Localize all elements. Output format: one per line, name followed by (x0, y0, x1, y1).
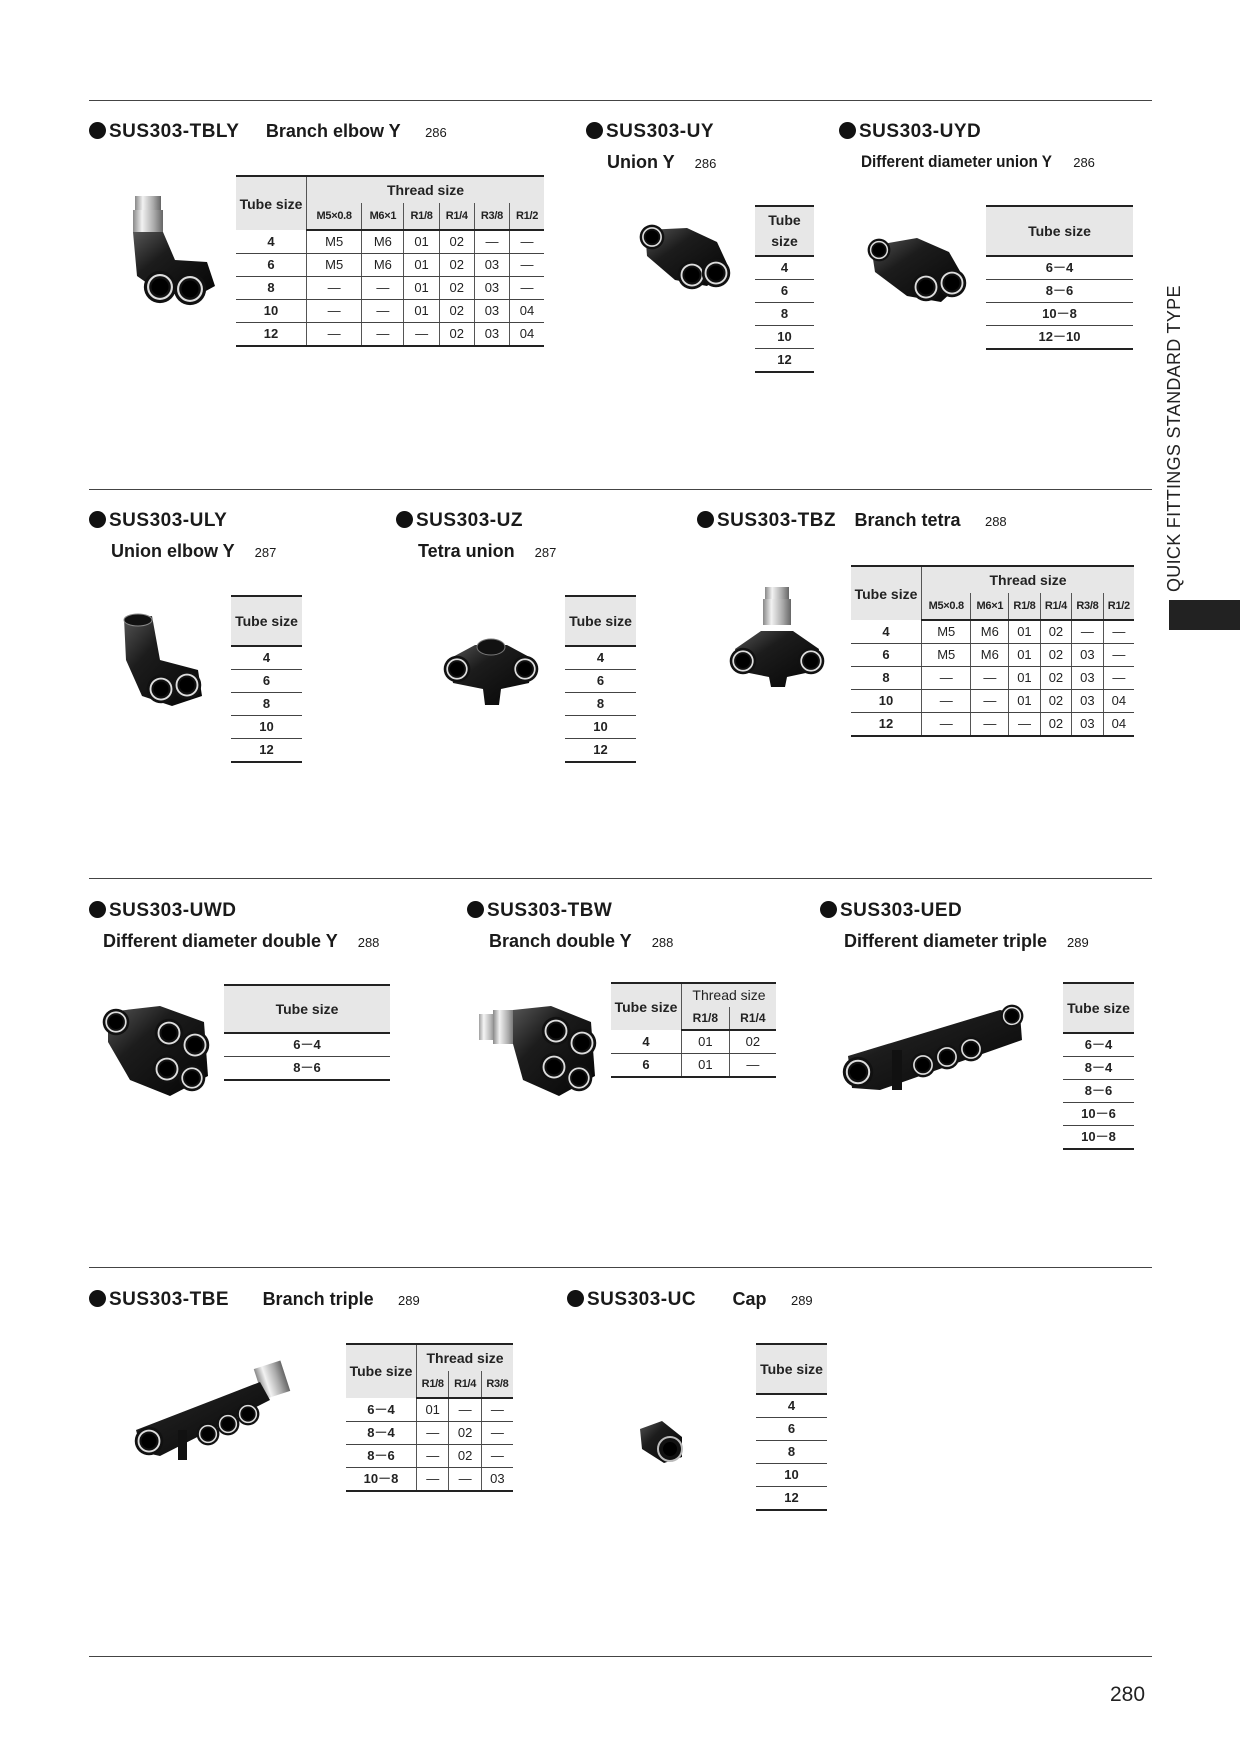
table-row (851, 620, 1134, 644)
thread-cell: 03 (1072, 644, 1103, 667)
table-body (565, 646, 636, 762)
table-row (236, 323, 544, 347)
tube-size-header: Tube size (236, 176, 307, 230)
tube-size-cell: 12 (851, 713, 922, 737)
spec-table-uz (565, 595, 636, 763)
page-ref: 288 (651, 935, 674, 950)
thread-cell: — (362, 323, 404, 347)
page-ref: 286 (1073, 155, 1095, 170)
table-row (755, 303, 814, 326)
thread-cell: 02 (439, 277, 474, 300)
page-ref: 288 (357, 935, 380, 950)
union-elbow-y-image (118, 610, 208, 710)
spec-table-tbly (236, 175, 544, 347)
tube-size-header: Tube size (224, 985, 390, 1033)
product-code: SUS303-UC (567, 1289, 696, 1311)
page-ref: 286 (425, 125, 447, 140)
tube-size-cell: 8－4 (1063, 1057, 1134, 1080)
tube-size-cell: 12 (756, 1487, 827, 1511)
table-row (224, 1057, 390, 1081)
tube-size-cell: 8 (756, 1441, 827, 1464)
tube-size-header: Tube size (986, 206, 1133, 256)
product-tbly (89, 121, 447, 143)
table-body (986, 256, 1133, 349)
table-row (231, 739, 302, 763)
col-header: R3/8 (481, 1371, 513, 1398)
thread-cell: — (510, 254, 544, 277)
thread-cell: 02 (1040, 667, 1071, 690)
different-diameter-double-y-image (100, 1000, 215, 1100)
product-code: SUS303-TBZ (697, 510, 836, 532)
tube-size-cell: 6－4 (1063, 1033, 1134, 1057)
tube-size-header: Tube size (756, 1344, 827, 1394)
product-code: SUS303-ULY (89, 510, 227, 532)
thread-cell: — (510, 230, 544, 254)
tube-size-cell: 6 (565, 670, 636, 693)
table-row (565, 739, 636, 763)
tube-size-cell: 8 (236, 277, 307, 300)
table-row (346, 1398, 513, 1422)
table-row (224, 1033, 390, 1057)
thread-cell: — (307, 277, 362, 300)
page-ref: 289 (790, 1293, 813, 1308)
page-ref: 287 (254, 545, 277, 560)
table-row (236, 300, 544, 323)
thread-cell: 01 (404, 230, 439, 254)
col-header: R1/4 (449, 1371, 481, 1398)
branch-double-y-image (477, 1000, 602, 1100)
branch-elbow-y-image (115, 190, 225, 320)
product-ued (820, 900, 1089, 952)
thread-cell: — (971, 713, 1009, 737)
tube-size-cell: 10 (851, 690, 922, 713)
tube-size-cell: 6－4 (224, 1033, 390, 1057)
divider-row2 (89, 489, 1152, 490)
thread-cell: 03 (474, 277, 509, 300)
product-code: SUS303-UED (820, 900, 962, 922)
tube-size-cell: 6 (851, 644, 922, 667)
page-number: 280 (1110, 1683, 1146, 1706)
thread-cell: 02 (449, 1445, 481, 1468)
col-header: M5×0.8 (922, 593, 971, 620)
spec-table-tbw (611, 982, 776, 1078)
thread-cell: 01 (1009, 667, 1040, 690)
thread-cell: — (362, 277, 404, 300)
table-row (346, 1468, 513, 1492)
tube-size-cell: 6 (611, 1054, 682, 1078)
thread-cell: 01 (417, 1398, 449, 1422)
tube-size-cell: 12－10 (986, 326, 1133, 350)
tube-size-header: Tube size (1063, 983, 1134, 1033)
product-name: Union Y (607, 152, 675, 172)
tube-size-cell: 10 (231, 716, 302, 739)
different-diameter-union-y-image (865, 230, 975, 310)
thread-cell: — (1009, 713, 1040, 737)
table-row (986, 256, 1133, 280)
table-body (231, 646, 302, 762)
thread-cell: — (307, 300, 362, 323)
col-header: M6×1 (971, 593, 1009, 620)
thread-cell: M5 (307, 254, 362, 277)
table-row (851, 667, 1134, 690)
thread-cell: — (449, 1468, 481, 1492)
spec-table-uly (231, 595, 302, 763)
table-row (565, 693, 636, 716)
divider-top (89, 100, 1152, 101)
table-body (346, 1398, 513, 1491)
product-name: Tetra union (418, 541, 515, 561)
thread-cell: M5 (922, 620, 971, 644)
page-ref: 289 (1067, 935, 1089, 950)
product-uy (586, 121, 716, 173)
thread-cell: — (362, 300, 404, 323)
thread-cell: 02 (439, 230, 474, 254)
tube-size-cell: 4 (851, 620, 922, 644)
product-tbe (89, 1289, 420, 1311)
table-row (236, 277, 544, 300)
tube-size-cell: 8－6 (346, 1445, 417, 1468)
product-code: SUS303-UZ (396, 510, 523, 532)
tube-size-cell: 8－4 (346, 1422, 417, 1445)
table-row (755, 349, 814, 373)
thread-cell: 01 (682, 1054, 730, 1078)
tube-size-cell: 10－8 (346, 1468, 417, 1492)
tube-size-cell: 8－6 (986, 280, 1133, 303)
table-row (756, 1418, 827, 1441)
thread-size-header: Thread size (417, 1344, 514, 1371)
product-tbw (467, 900, 673, 952)
tube-size-header: Tube size (851, 566, 922, 620)
tube-size-cell: 4 (231, 646, 302, 670)
table-row (346, 1445, 513, 1468)
thread-cell: 01 (682, 1030, 730, 1054)
thread-cell: — (1103, 644, 1134, 667)
thread-cell: — (481, 1398, 513, 1422)
tube-size-cell: 6 (755, 280, 814, 303)
tube-size-cell: 8 (565, 693, 636, 716)
thread-cell: 02 (1040, 690, 1071, 713)
tube-size-cell: 6 (231, 670, 302, 693)
tube-size-header: Tube size (755, 206, 814, 256)
col-header: M5×0.8 (307, 203, 362, 230)
tube-size-header: Tube size (611, 983, 682, 1030)
product-name: Different diameter triple (844, 931, 1048, 951)
product-uc (567, 1289, 813, 1311)
product-uly (89, 510, 276, 562)
thread-cell: 02 (439, 254, 474, 277)
tube-size-cell: 12 (231, 739, 302, 763)
product-tbz (697, 510, 1007, 532)
table-row (611, 1054, 776, 1078)
thread-cell: 03 (1072, 667, 1103, 690)
thread-cell: 01 (1009, 690, 1040, 713)
tube-size-cell: 8－6 (1063, 1080, 1134, 1103)
tube-size-cell: 10－8 (986, 303, 1133, 326)
tube-size-cell: 8 (231, 693, 302, 716)
table-body (756, 1394, 827, 1510)
tube-size-cell: 8－6 (224, 1057, 390, 1081)
thread-cell: — (404, 323, 439, 347)
tube-size-cell: 10 (756, 1464, 827, 1487)
table-body (755, 256, 814, 372)
table-body (224, 1033, 390, 1080)
table-row (851, 644, 1134, 667)
thread-cell: 01 (404, 254, 439, 277)
table-row (565, 646, 636, 670)
table-row (346, 1422, 513, 1445)
thread-cell: 03 (481, 1468, 513, 1492)
tube-size-cell: 10 (755, 326, 814, 349)
thread-cell: — (307, 323, 362, 347)
tube-size-cell: 10 (565, 716, 636, 739)
table-row (565, 670, 636, 693)
tube-size-cell: 4 (756, 1394, 827, 1418)
product-name: Different diameter union Y (861, 152, 1052, 171)
tube-size-cell: 6－4 (986, 256, 1133, 280)
thread-cell: — (922, 690, 971, 713)
tube-size-cell: 10－6 (1063, 1103, 1134, 1126)
col-header: R1/2 (510, 203, 544, 230)
product-code: SUS303-UYD (839, 121, 981, 143)
thread-cell: — (510, 277, 544, 300)
product-uyd (839, 121, 1095, 172)
col-header: M6×1 (362, 203, 404, 230)
thread-cell: 01 (1009, 620, 1040, 644)
tube-size-cell: 8 (851, 667, 922, 690)
thread-cell: 01 (404, 277, 439, 300)
branch-triple-image (130, 1360, 300, 1465)
col-header: R1/2 (1103, 593, 1134, 620)
col-header: R1/4 (1040, 593, 1071, 620)
table-row (565, 716, 636, 739)
table-row (1063, 1057, 1134, 1080)
thread-cell: 03 (474, 300, 509, 323)
thread-cell: 02 (439, 323, 474, 347)
table-row (1063, 1033, 1134, 1057)
table-row (756, 1441, 827, 1464)
thread-cell: — (474, 230, 509, 254)
branch-tetra-image (727, 585, 827, 690)
thread-cell: 04 (510, 300, 544, 323)
page-ref: 289 (398, 1293, 420, 1308)
product-code: SUS303-UWD (89, 900, 236, 922)
divider-row3 (89, 878, 1152, 879)
thread-cell: M6 (971, 644, 1009, 667)
table-row (1063, 1080, 1134, 1103)
divider-bottom (89, 1656, 1152, 1657)
col-header: R1/8 (1009, 593, 1040, 620)
thread-cell: — (481, 1445, 513, 1468)
table-row (1063, 1126, 1134, 1150)
product-code: SUS303-TBLY (89, 121, 239, 143)
product-name: Branch tetra (854, 510, 961, 530)
section-tab-marker (1169, 600, 1240, 630)
thread-cell: 01 (1009, 644, 1040, 667)
thread-cell: M6 (362, 254, 404, 277)
thread-cell: 01 (404, 300, 439, 323)
table-body (1063, 1033, 1134, 1149)
side-label-text: QUICK FITTINGS STANDARD TYPE (1164, 285, 1184, 592)
table-row (986, 303, 1133, 326)
thread-cell: — (417, 1422, 449, 1445)
product-code: SUS303-TBW (467, 900, 612, 922)
spec-table-uwd (224, 984, 390, 1081)
tube-size-cell: 12 (236, 323, 307, 347)
tube-size-cell: 12 (565, 739, 636, 763)
tube-size-cell: 6 (236, 254, 307, 277)
col-header: R3/8 (1072, 593, 1103, 620)
table-row (755, 280, 814, 303)
table-row (756, 1394, 827, 1418)
tetra-union-image (441, 615, 541, 710)
product-name: Branch triple (262, 1289, 374, 1309)
spec-table-tbe (346, 1343, 513, 1492)
thread-cell: 02 (439, 300, 474, 323)
tube-size-cell: 12 (755, 349, 814, 373)
spec-table-tbz (851, 565, 1134, 737)
tube-size-cell: 6 (756, 1418, 827, 1441)
tube-size-cell: 4 (565, 646, 636, 670)
table-row (851, 690, 1134, 713)
cap-image (636, 1417, 691, 1467)
thread-cell: M5 (307, 230, 362, 254)
tube-size-cell: 4 (611, 1030, 682, 1054)
table-row (851, 713, 1134, 737)
product-name: Different diameter double Y (103, 931, 338, 951)
thread-cell: — (417, 1445, 449, 1468)
product-name: Branch double Y (489, 931, 632, 951)
thread-cell: 04 (1103, 713, 1134, 737)
table-row (231, 693, 302, 716)
thread-cell: 02 (449, 1422, 481, 1445)
thread-cell: — (729, 1054, 776, 1078)
col-header: R1/4 (729, 1007, 776, 1031)
page-ref: 287 (534, 545, 557, 560)
spec-table-ued (1063, 982, 1134, 1150)
product-code: SUS303-TBE (89, 1289, 229, 1311)
col-header: R1/8 (682, 1007, 730, 1031)
tube-size-cell: 4 (236, 230, 307, 254)
table-row (231, 646, 302, 670)
thread-cell: — (481, 1422, 513, 1445)
thread-cell: — (971, 667, 1009, 690)
thread-cell: 02 (729, 1030, 776, 1054)
spec-table-uyd (986, 205, 1133, 350)
thread-cell: — (1103, 620, 1134, 644)
thread-cell: M6 (362, 230, 404, 254)
table-row (986, 326, 1133, 350)
thread-cell: 03 (474, 254, 509, 277)
thread-cell: 02 (1040, 644, 1071, 667)
thread-cell: — (1072, 620, 1103, 644)
col-header: R1/4 (439, 203, 474, 230)
different-diameter-triple-image (840, 1000, 1025, 1100)
thread-cell: — (922, 667, 971, 690)
table-row (1063, 1103, 1134, 1126)
thread-cell: 04 (510, 323, 544, 347)
divider-row4 (89, 1267, 1152, 1268)
thread-size-header: Thread size (682, 983, 777, 1007)
thread-cell: — (417, 1468, 449, 1492)
thread-cell: 03 (474, 323, 509, 347)
thread-size-header: Thread size (922, 566, 1135, 593)
col-header: R3/8 (474, 203, 509, 230)
table-body (236, 230, 544, 346)
table-body (611, 1030, 776, 1077)
table-row (236, 254, 544, 277)
table-row (986, 280, 1133, 303)
tube-size-header: Tube size (346, 1344, 417, 1398)
thread-cell: M6 (971, 620, 1009, 644)
thread-cell: 03 (1072, 713, 1103, 737)
union-y-image (637, 220, 737, 295)
thread-cell: 02 (1040, 713, 1071, 737)
col-header: R1/8 (417, 1371, 449, 1398)
table-row (755, 326, 814, 349)
table-row (231, 670, 302, 693)
thread-cell: M5 (922, 644, 971, 667)
table-row (756, 1464, 827, 1487)
table-row (611, 1030, 776, 1054)
thread-cell: 04 (1103, 690, 1134, 713)
product-name: Union elbow Y (111, 541, 235, 561)
product-uwd (89, 900, 379, 952)
tube-size-cell: 10 (236, 300, 307, 323)
spec-table-uc (756, 1343, 827, 1511)
tube-size-header: Tube size (565, 596, 636, 646)
tube-size-cell: 6－4 (346, 1398, 417, 1422)
thread-size-header: Thread size (307, 176, 545, 203)
page-ref: 288 (984, 514, 1007, 529)
product-uz (396, 510, 556, 562)
col-header: R1/8 (404, 203, 439, 230)
product-name: Branch elbow Y (265, 121, 401, 141)
thread-cell: 02 (1040, 620, 1071, 644)
product-name: Cap (732, 1289, 767, 1309)
thread-cell: — (1103, 667, 1134, 690)
thread-cell: — (922, 713, 971, 737)
page-ref: 286 (694, 156, 717, 171)
table-row (231, 716, 302, 739)
product-code: SUS303-UY (586, 121, 714, 143)
table-row (755, 256, 814, 280)
tube-size-header: Tube size (231, 596, 302, 646)
thread-cell: 03 (1072, 690, 1103, 713)
table-body (851, 620, 1134, 736)
tube-size-cell: 8 (755, 303, 814, 326)
thread-cell: — (449, 1398, 481, 1422)
tube-size-cell: 10－8 (1063, 1126, 1134, 1150)
table-row (756, 1487, 827, 1511)
spec-table-uy (755, 205, 814, 373)
table-row (236, 230, 544, 254)
thread-cell: — (971, 690, 1009, 713)
tube-size-cell: 4 (755, 256, 814, 280)
